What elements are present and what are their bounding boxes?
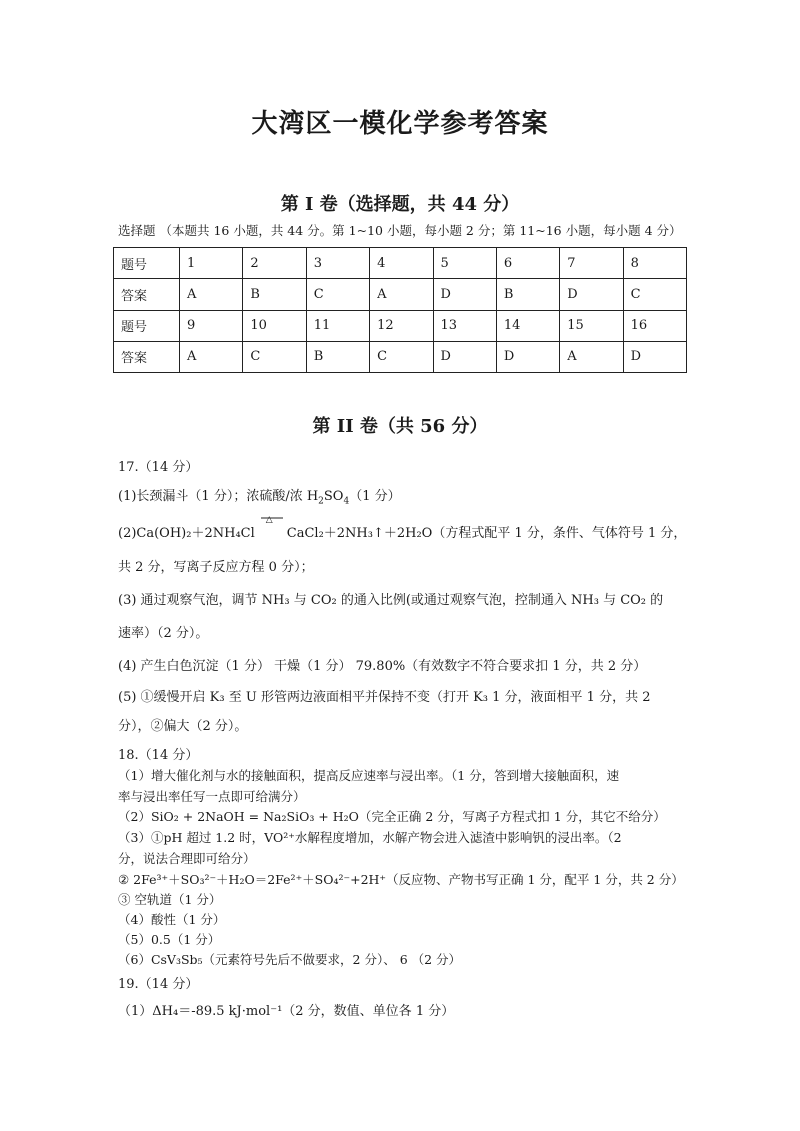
question-number: 5 <box>433 248 496 279</box>
answer-cell: B <box>496 279 559 310</box>
q18-part1-line2: 率与浸出率任写一点即可给满分） <box>118 789 306 804</box>
q18-part3-line1: （3）①pH 超过 1.2 时，VO²⁺水解程度增加，水解产物会进入滤渣中影响钒的浸出率。（2 <box>118 830 622 845</box>
q19-heading: 19.（14 分） <box>118 977 199 992</box>
q18-part2: （2）SiO₂ + 2NaOH = Na₂SiO₃ + H₂O（完全正确 2 分，写离子方程式扣 1 分，其它不给分） <box>118 809 666 824</box>
document-title: 大湾区一模化学参考答案 <box>251 109 549 139</box>
q19-part1: （1）ΔH₄＝-89.5 kJ·mol⁻¹（2 分，数值、单位各 1 分） <box>118 1004 455 1019</box>
answer-cell: D <box>433 341 496 372</box>
q18-part4: （4）酸性（1 分） <box>118 912 226 927</box>
answer-cell: B <box>243 279 306 310</box>
q17-part1 <box>118 485 401 507</box>
answer-cell: C <box>623 279 686 310</box>
question-number: 7 <box>560 248 623 279</box>
q17-heading: 17.（14 分） <box>118 460 199 475</box>
subscript: 2 <box>318 496 324 507</box>
table-row <box>114 310 687 341</box>
heat-condition: △ <box>265 515 273 525</box>
question-number: 14 <box>496 310 559 341</box>
answer-cell: D <box>623 341 686 372</box>
question-number: 11 <box>306 310 369 341</box>
section-1-heading: 第 I 卷（选择题，共 44 分） <box>280 194 520 215</box>
q18-heading: 18.（14 分） <box>118 748 199 763</box>
question-number: 12 <box>370 310 433 341</box>
row-label: 题号 <box>114 248 180 279</box>
row-label: 答案 <box>114 341 180 372</box>
table-row <box>114 279 687 310</box>
q17-part5-line2: 分），②偏大（2 分）。 <box>118 719 248 734</box>
question-number: 10 <box>243 310 306 341</box>
equation-reactants: (2)Ca(OH)₂＋2NH₄Cl <box>118 526 255 541</box>
q18-part1-line1: （1）增大催化剂与水的接触面积，提高反应速率与浸出率。（1 分，答到增大接触面积，速 <box>118 768 620 783</box>
row-label: 答案 <box>114 279 180 310</box>
q17-part4: (4) 产生白色沉淀（1 分） 干燥（1 分） 79.80%（有效数字不符合要求扣 1 分，共 2 分） <box>118 659 647 674</box>
question-number: 6 <box>496 248 559 279</box>
heating-arrow <box>259 515 283 541</box>
q18-part6: （6）CsV₃Sb₅（元素符号先后不做要求，2 分）、 6 （2 分） <box>118 952 462 967</box>
q17-part1-text: （1 分） <box>349 489 401 504</box>
answer-cell: B <box>306 341 369 372</box>
question-number: 16 <box>623 310 686 341</box>
q18-part3-line2: 分，说法合理即可给分） <box>118 851 256 866</box>
section-2-heading: 第 II 卷（共 56 分） <box>312 416 488 437</box>
q18-part3-equation: ② 2Fe³⁺＋SO₃²⁻＋H₂O＝2Fe²⁺＋SO₄²⁻+2H⁺（反应物、产物书写正确 1 分，配平 1 分，共 2 分） <box>118 872 684 887</box>
question-number: 9 <box>180 310 243 341</box>
answer-cell: D <box>496 341 559 372</box>
answer-table <box>113 247 687 373</box>
equation-products: CaCl₂＋2NH₃↑＋2H₂O（方程式配平 1 分，条件、气体符号 1 分， <box>286 526 687 541</box>
answer-cell: C <box>306 279 369 310</box>
q17-part3-line2: 速率）（2 分）。 <box>118 626 209 641</box>
question-number: 3 <box>306 248 369 279</box>
answer-cell: C <box>370 341 433 372</box>
q17-part5-line1: (5) ①缓慢开启 K₃ 至 U 形管两边液面相平并保持不变（打开 K₃ 1 分，液面相平 1 分，共 2 <box>118 690 651 705</box>
answer-cell: C <box>243 341 306 372</box>
table-row <box>114 248 687 279</box>
table-row <box>114 341 687 372</box>
q18-part3-c: ③ 空轨道（1 分） <box>118 892 222 907</box>
q17-part2-line2: 共 2 分，写离子反应方程 0 分）； <box>118 560 314 575</box>
question-number: 15 <box>560 310 623 341</box>
subscript: 4 <box>343 496 350 507</box>
question-number: 4 <box>370 248 433 279</box>
answer-cell: D <box>560 279 623 310</box>
answer-cell: A <box>180 341 243 372</box>
q18-part5: （5）0.5（1 分） <box>118 932 221 947</box>
q17-part1-text: (1)长颈漏斗（1 分）；浓硫酸/浓 H <box>118 489 319 504</box>
answer-cell: A <box>370 279 433 310</box>
equals-bar-icon <box>261 517 283 521</box>
multiple-choice-note: 选择题 （本题共 16 小题，共 44 分。第 1~10 小题，每小题 2 分；第 11~16 小题，每小题 4 分） <box>118 223 682 238</box>
q17-part2-line1 <box>118 515 687 541</box>
q17-part1-text: SO <box>323 489 344 504</box>
row-label: 题号 <box>114 310 180 341</box>
answer-cell: A <box>560 341 623 372</box>
question-number: 13 <box>433 310 496 341</box>
answer-cell: D <box>433 279 496 310</box>
q17-part3-line1: (3) 通过观察气泡，调节 NH₃ 与 CO₂ 的通入比例(或通过观察气泡，控制通入 NH₃ 与 CO₂ 的 <box>118 593 664 608</box>
question-number: 2 <box>243 248 306 279</box>
question-number: 1 <box>180 248 243 279</box>
question-number: 8 <box>623 248 686 279</box>
answer-cell: A <box>180 279 243 310</box>
